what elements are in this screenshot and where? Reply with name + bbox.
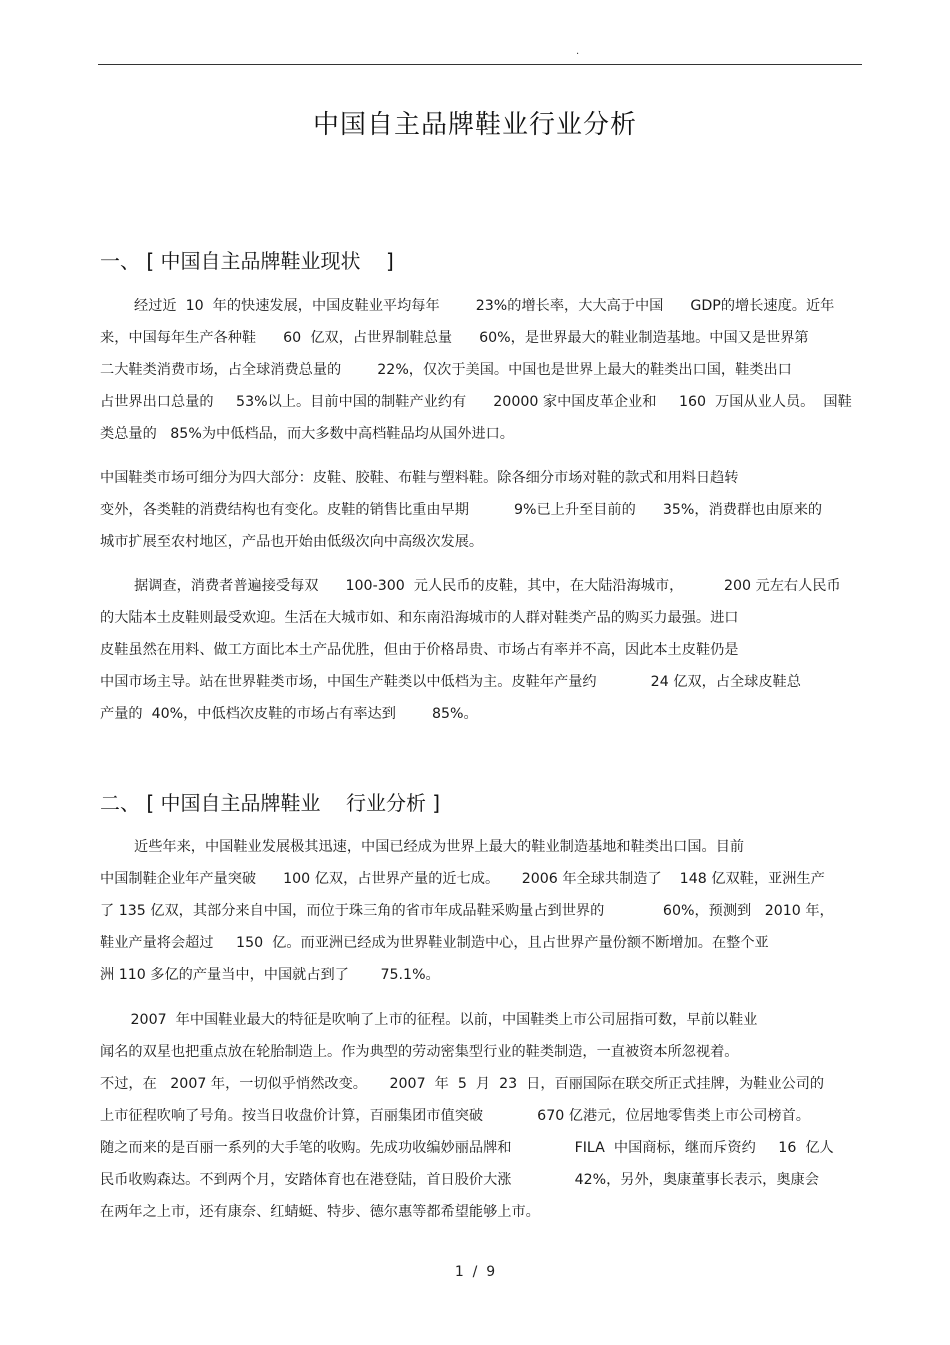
text-line: 上市征程吹响了号角。按当日收盘价计算，百丽集团市值突破 670 亿港元，位居地零售类上市公司榜首。: [100, 1108, 810, 1124]
text-line: 鞋业产量将会超过 150 亿。而亚洲已经成为世界鞋业制造中心，且占世界产量份额不断增加。在整个亚: [100, 935, 769, 951]
paragraph-1-2: [100, 462, 860, 558]
text-line: 闻名的双星也把重点放在轮胎制造上。作为典型的劳动密集型行业的鞋类制造，一直被资本所忽视着。: [100, 1044, 739, 1060]
paragraph-1-3: [100, 570, 860, 730]
text-line: 随之而来的是百丽一系列的大手笔的收购。先成功收编妙丽品牌和 FILA 中国商标，继而斥资约 16 亿人: [100, 1140, 834, 1156]
text-line: 占世界出口总量的 53%以上。目前中国的制鞋产业约有 20000 家中国皮革企业和 160 万国从业人员。 国鞋: [100, 394, 852, 410]
section-heading-1: 一、 [ 中国自主品牌鞋业现状 ]: [100, 249, 394, 273]
text-line: 2007 年中国鞋业最大的特征是吹响了上市的征程。以前，中国鞋类上市公司屈指可数，早前以鞋业: [126, 1012, 758, 1028]
header-mark: .: [576, 46, 580, 57]
page-number: 1 / 9: [454, 1264, 496, 1280]
text-line: 类总量的 85%为中低档品，而大多数中高档鞋品均从国外进口。: [100, 426, 514, 442]
text-line: 的大陆本土皮鞋则最受欢迎。生活在大城市如、和东南沿海城市的人群对鞋类产品的购买力最强。进口: [100, 610, 739, 626]
text-line: 中国市场主导。站在世界鞋类市场，中国生产鞋类以中低档为主。皮鞋年产量约 24 亿双，占全球皮鞋总: [100, 674, 801, 690]
text-line: 中国制鞋企业年产量突破 100 亿双，占世界产量的近七成。 2006 年全球共制造了 148 亿双鞋，亚洲生产: [100, 871, 825, 887]
paragraph-2-1: [100, 831, 860, 991]
text-line: 城市扩展至农村地区，产品也开始由低级次向中高级次发展。: [100, 534, 484, 550]
text-line: 产量的 40%，中低档次皮鞋的市场占有率达到 85%。: [100, 706, 478, 722]
text-line: 经过近 10 年的快速发展，中国皮鞋业平均每年 23%的增长率，大大高于中国 GDP的增长速度。近年: [134, 298, 835, 314]
paragraph-2-2: [100, 1004, 860, 1228]
text-line: 民币收购森达。不到两个月，安踏体育也在港登陆，首日股价大涨 42%，另外，奥康董事长表示，奥康会: [100, 1172, 819, 1188]
text-line: 中国鞋类市场可细分为四大部分：皮鞋、胶鞋、布鞋与塑料鞋。除各细分市场对鞋的款式和用料日趋转: [100, 470, 739, 486]
text-line: 变外，各类鞋的消费结构也有变化。皮鞋的销售比重由早期 9%已上升至目前的 35%，消费群也由原来的: [100, 502, 823, 518]
text-line: 近些年来，中国鞋业发展极其迅速，中国已经成为世界上最大的鞋业制造基地和鞋类出口国。目前: [134, 839, 745, 855]
text-line: 皮鞋虽然在用料、做工方面比本土产品优胜，但由于价格昂贵、市场占有率并不高，因此本土皮鞋仍是: [100, 642, 739, 658]
section-heading-2: 二、 [ 中国自主品牌鞋业 行业分析 ]: [100, 791, 441, 815]
text-line: 在两年之上市，还有康奈、红蜻蜓、特步、德尔惠等都希望能够上市。: [100, 1204, 540, 1220]
document-title: 中国自主品牌鞋业行业分析: [312, 110, 637, 140]
text-line: 二大鞋类消费市场，占全球消费总量的 22%，仅次于美国。中国也是世界上最大的鞋类出口国，鞋类出口: [100, 362, 792, 378]
text-line: 来，中国每年生产各种鞋 60 亿双，占世界制鞋总量 60%，是世界最大的鞋业制造基地。中国又是世界第: [100, 330, 809, 346]
header-divider: [98, 64, 862, 65]
text-line: 了 135 亿双，其部分来自中国，而位于珠三角的省市年成品鞋采购量占到世界的 60%，预测到 2010 年，: [100, 903, 834, 919]
text-line: 不过，在 2007 年，一切似乎悄然改变。 2007 年 5 月 23 日，百丽国际在联交所正式挂牌，为鞋业公司的: [100, 1076, 825, 1092]
text-line: 据调查，消费者普遍接受每双 100-300 元人民币的皮鞋，其中，在大陆沿海城市， 200 元左右人民币: [134, 578, 841, 594]
paragraph-1-1: [100, 290, 860, 450]
text-line: 洲 110 多亿的产量当中，中国就占到了 75.1%。: [100, 967, 440, 983]
